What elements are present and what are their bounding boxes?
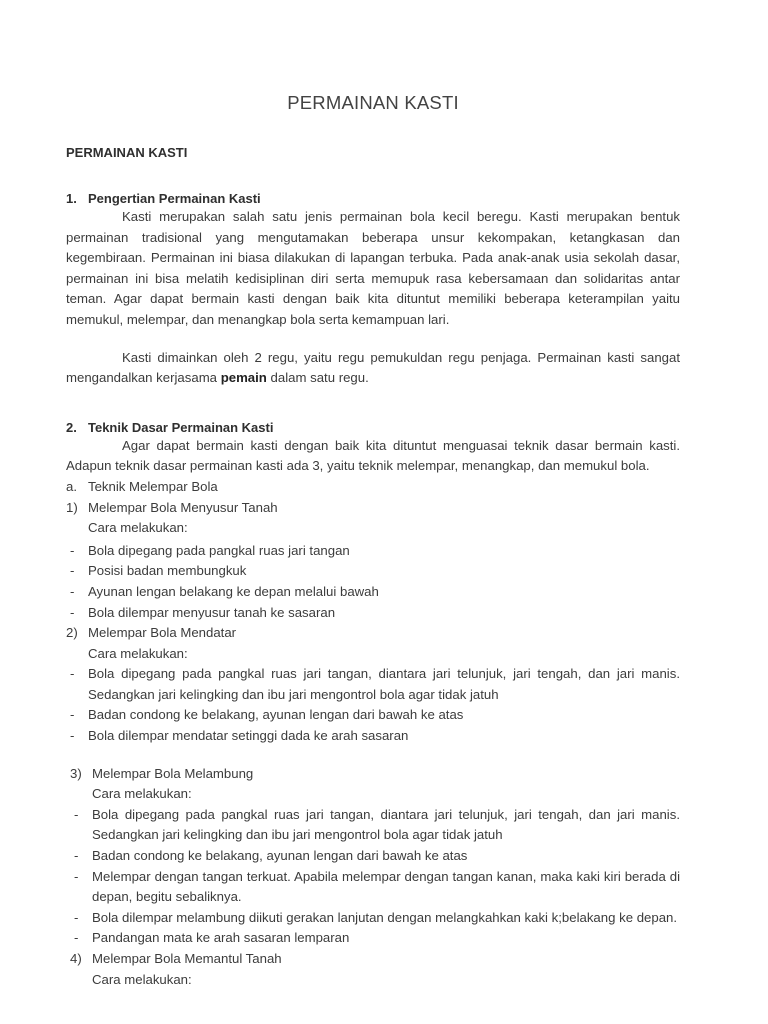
section-1-paragraph-1: Kasti merupakan salah satu jenis permainan bola kecil beregu. Kasti merupakan bentuk permainan tradisional yang mengutamakan beberapa unsur kekompakan, ketangkasan dan kegembiraan. Permainan ini biasa dilakukan di lapangan terbuka. Pada anak-anak usia sekolah dasar, permainan ini bisa melatih kedisiplinan diri serta memupuk rasa kebersamaan dan solidaritas antar teman. Agar dapat bermain kasti dengan baik kita dituntut memiliki beberapa keterampilan yaitu memukul, melempar, dan menangkap bola serta kemampuan lari. <box>66 209 680 327</box>
list-item-text: Badan condong ke belakang, ayunan lengan dari bawah ke atas <box>88 707 464 723</box>
cara-label-1: Cara melakukan: <box>88 520 188 536</box>
section-heading-2 <box>66 389 680 435</box>
subsection-a <box>66 477 680 498</box>
section-1-paragraph-2-part-b: dalam satu regu. <box>266 370 369 386</box>
list-item-text: Ayunan lengan belakang ke depan melalui bawah <box>88 583 379 599</box>
technique-marker-1: 1) <box>66 499 78 515</box>
list-item-text: Badan condong ke belakang, ayunan lengan dari bawah ke atas <box>92 848 468 864</box>
bullet-dash-icon: - <box>70 604 75 620</box>
technique-title-4: Melempar Bola Memantul Tanah <box>92 951 282 966</box>
cara-label-4: Cara melakukan: <box>92 971 192 987</box>
section-1-paragraph-2-part-a: Kasti dimainkan oleh 2 regu, yaitu regu pemukuldan regu penjaga. Permainan kasti sangat mengandalkan kerjasama <box>66 349 680 386</box>
section-title-2: Teknik Dasar Permainan Kasti <box>88 419 274 435</box>
list-item <box>66 603 680 624</box>
technique-heading-2 <box>66 623 680 644</box>
list-item <box>66 582 680 603</box>
technique-heading-3 <box>70 764 680 785</box>
list-item <box>70 846 680 867</box>
list-item <box>70 908 680 929</box>
list-item-text: Bola dilempar mendatar setinggi dada ke arah sasaran <box>88 728 409 744</box>
technique-title-1: Melempar Bola Menyusur Tanah <box>88 499 278 515</box>
technique-title-3: Melempar Bola Melambung <box>92 765 254 781</box>
list-item <box>70 928 680 949</box>
bullet-dash-icon: - <box>70 666 75 682</box>
section-1-paragraph-2 <box>66 331 680 389</box>
bullet-dash-icon: - <box>70 707 75 723</box>
list-item-text: Bola dilempar menyusur tanah ke sasaran <box>88 604 336 620</box>
bullet-dash-icon: - <box>74 848 79 864</box>
bullet-dash-icon: - <box>70 728 75 744</box>
list-item <box>66 726 680 747</box>
list-item-text: Bola dipegang pada pangkal ruas jari tangan <box>88 542 350 558</box>
bullet-dash-icon: - <box>70 542 75 558</box>
bullet-dash-icon: - <box>74 909 79 925</box>
list-item <box>66 561 680 582</box>
section-number-1: 1. <box>66 191 77 206</box>
list-item-text: Pandangan mata ke arah sasaran lemparan <box>92 930 350 946</box>
subsection-a-title: Teknik Melempar Bola <box>88 478 218 494</box>
technique-steps-3 <box>70 805 680 949</box>
technique-marker-2: 2) <box>66 625 78 641</box>
subsection-a-marker: a. <box>66 478 77 494</box>
section-number-2: 2. <box>66 419 77 435</box>
cara-label-3: Cara melakukan: <box>92 786 192 802</box>
list-item-text: Posisi badan membungkuk <box>88 563 247 579</box>
list-item <box>66 664 680 705</box>
technique-steps-2 <box>66 664 680 746</box>
bullet-dash-icon: - <box>70 563 75 579</box>
list-item-text: Bola dipegang pada pangkal ruas jari tangan, diantara jari telunjuk, jari tengah, dan jari manis. Sedangkan jari kelingking dan ibu jari mengontrol bola agar tidak jatuh <box>92 806 680 843</box>
bullet-dash-icon: - <box>74 806 79 822</box>
technique-title-2: Melempar Bola Mendatar <box>88 625 237 641</box>
cara-label-2: Cara melakukan: <box>88 645 188 661</box>
list-item-text: Bola dipegang pada pangkal ruas jari tangan, diantara jari telunjuk, jari tengah, dan jari manis. Sedangkan jari kelingking dan ibu jari mengontrol bola agar tidak jatuh <box>88 666 680 702</box>
technique-marker-4: 4) <box>70 951 82 966</box>
bullet-dash-icon: - <box>74 868 79 884</box>
list-item <box>70 867 680 908</box>
list-item-text: Bola dilempar melambung diikuti gerakan lanjutan dengan melangkahkan kaki k;belakang ke depan. <box>92 909 678 925</box>
section-2-paragraph-1: Agar dapat bermain kasti dengan baik kita dituntut menguasai teknik dasar bermain kasti. Adapun teknik dasar permainan kasti ada 3, yaitu teknik melempar, menangkap, dan memukul bola. <box>66 437 680 474</box>
technique-steps-1 <box>66 539 680 623</box>
bullet-dash-icon: - <box>70 583 75 599</box>
bold-term-pemain: pemain <box>220 370 267 386</box>
list-item <box>66 705 680 726</box>
technique-marker-3: 3) <box>70 765 82 781</box>
section-title-1: Pengertian Permainan Kasti <box>88 191 261 206</box>
document-heading: PERMAINAN KASTI <box>66 145 188 160</box>
list-item-text: Melempar dengan tangan terkuat. Apabila melempar dengan tangan kanan, maka kaki kiri berada di depan, begitu sebaliknya. <box>92 868 680 905</box>
technique-block-3 <box>66 747 680 991</box>
document-content <box>66 0 680 990</box>
technique-heading-1 <box>66 498 680 519</box>
section-heading-1 <box>66 160 680 206</box>
page-title: PERMAINAN KASTI <box>287 92 459 113</box>
technique-heading-4 <box>70 949 680 970</box>
list-item <box>70 805 680 846</box>
bullet-dash-icon: - <box>74 930 79 946</box>
list-item <box>66 541 680 562</box>
